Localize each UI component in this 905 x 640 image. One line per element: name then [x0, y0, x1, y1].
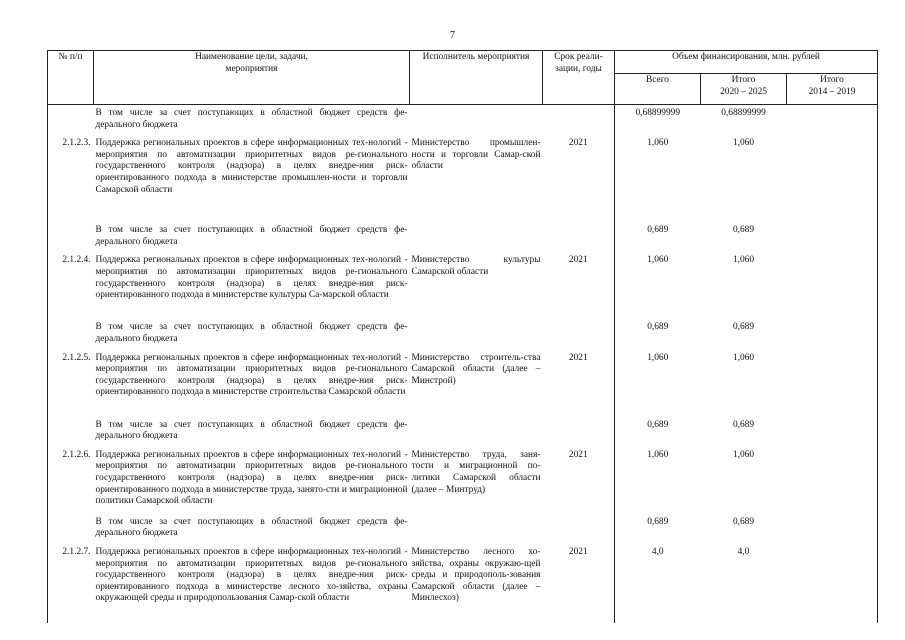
row-total-2020-2025: 0,689: [732, 516, 755, 527]
table-row: [48, 222, 878, 251]
row-executor: [410, 105, 543, 135]
row-executor: [410, 417, 543, 446]
row-total: 0,68899999: [635, 108, 681, 118]
row-total-2020-2025: 1,060: [732, 138, 755, 149]
row-total-2014-2019: [787, 349, 878, 417]
header-total-2014-2019: Итого 2014 – 2019: [787, 74, 878, 105]
row-total-2014-2019: [787, 105, 878, 135]
row-number: [48, 105, 94, 135]
row-total-2020-2025: 1,060: [732, 352, 755, 363]
row-number: 2.1.2.3.: [48, 134, 94, 222]
row-total: 1,060: [647, 255, 669, 266]
row-executor: Министерство лесного хо-зяйства, охраны окружаю-щей среды и природополь-зования Самарской области (далее – Минлесхоз): [411, 546, 541, 604]
row-total: 1,060: [647, 138, 669, 149]
row-number: 2.1.2.7.: [48, 543, 94, 623]
header-num: № п/п: [48, 51, 94, 105]
row-total-2020-2025: 0,689: [732, 322, 755, 333]
header-total-2020-2025: Итого 2020 – 2025: [701, 74, 787, 105]
row-total: 0,689: [647, 322, 669, 333]
row-executor: Министерство строитель-ства Самарской области (далее – Минстрой): [411, 352, 541, 386]
row-number: [48, 319, 94, 348]
header-term: Срок реали- зации, годы: [543, 51, 615, 105]
table-row: [48, 349, 878, 417]
table-row: [48, 319, 878, 348]
row-total-2014-2019: [787, 319, 878, 348]
row-executor: [410, 222, 543, 251]
row-total: 0,689: [647, 516, 669, 527]
row-term: 2021: [543, 251, 615, 319]
row-name: В том числе за счет поступающих в областной бюджет средств фе-дерального бюджета: [95, 108, 408, 130]
row-total-2014-2019: [787, 417, 878, 446]
row-total: 1,060: [647, 449, 669, 460]
row-term: 2021: [543, 446, 615, 514]
row-total-2014-2019: [787, 251, 878, 319]
row-executor: Министерство культуры Самарской области: [411, 255, 541, 277]
row-number: [48, 514, 94, 543]
row-total-2020-2025: 0,689: [732, 419, 755, 430]
table-row: [48, 134, 878, 222]
row-name: Поддержка региональных проектов в сфере информационных тех-нологий - мероприятия по автоматизации приоритетных видов ре-гионального государственного контроля (надзора) в целях внедре-ния риск-ориентированного подхода в министерстве труда, занято-сти и миграционной политики Самарской области: [95, 449, 408, 507]
row-term: [543, 319, 615, 348]
row-total-2020-2025: 1,060: [732, 449, 755, 460]
row-total: 1,060: [647, 352, 669, 363]
row-name: В том числе за счет поступающих в областной бюджет средств фе-дерального бюджета: [95, 322, 408, 344]
row-total-2020-2025: 0,68899999: [721, 108, 766, 118]
table-row: [48, 417, 878, 446]
row-executor: [410, 319, 543, 348]
row-total-2020-2025: 0,689: [732, 225, 755, 236]
header-total: Всего: [615, 74, 701, 105]
row-total: 0,689: [647, 419, 669, 430]
table-row: [48, 543, 878, 623]
table-row: [48, 514, 878, 543]
row-name: Поддержка региональных проектов в сфере информационных тех-нологий - мероприятия по автоматизации приоритетных видов ре-гионального государственного контроля (надзора) в целях внедре-ния риск-ориентированного подхода в министерстве строительства Самарской области: [95, 352, 408, 398]
row-total-2014-2019: [787, 222, 878, 251]
row-name: В том числе за счет поступающих в областной бюджет средств фе-дерального бюджета: [95, 516, 408, 539]
row-term: 2021: [543, 543, 615, 623]
row-total-2014-2019: [787, 446, 878, 514]
header-executor: Исполнитель мероприятия: [410, 51, 543, 105]
row-total: 4,0: [651, 546, 664, 557]
row-term: [543, 222, 615, 251]
row-total: 0,689: [647, 225, 669, 236]
row-name: Поддержка региональных проектов в сфере информационных тех-нологий - мероприятия по автоматизации приоритетных видов ре-гионального государственного контроля (надзора) в целях внедре-ния риск-ориентированного подхода в министерстве культуры Са-марской области: [95, 255, 408, 301]
row-executor: [410, 514, 543, 543]
row-term: 2021: [543, 349, 615, 417]
table-row: [48, 446, 878, 514]
row-number: [48, 222, 94, 251]
row-number: 2.1.2.4.: [48, 251, 94, 319]
row-term: 2021: [543, 134, 615, 222]
financing-table: [47, 50, 878, 623]
row-executor: Министерство промышлен-ности и торговли Самар-ской области: [411, 138, 541, 172]
table-body: [48, 105, 878, 623]
row-term: [543, 105, 615, 135]
row-total-2014-2019: [787, 543, 878, 623]
row-name: Поддержка региональных проектов в сфере информационных тех-нологий - мероприятия по автоматизации приоритетных видов ре-гионального государственного контроля (надзора) в целях внедре-ния риск-ориентированного подхода в министерстве промышлен-ности и торговли Самарской области: [95, 138, 408, 195]
row-total-2020-2025: 4,0: [737, 546, 750, 557]
row-number: [48, 417, 94, 446]
row-name: В том числе за счет поступающих в областной бюджет средств фе-дерального бюджета: [95, 225, 408, 247]
financing-table-sheet: [47, 50, 877, 623]
row-total-2014-2019: [787, 514, 878, 543]
row-executor: Министерство труда, заня-тости и миграционной по-литики Самарской области (далее – Минтруд): [411, 449, 541, 495]
table-row: [48, 105, 878, 135]
row-name: Поддержка региональных проектов в сфере информационных тех-нологий - мероприятия по автоматизации приоритетных видов ре-гионального государственного контроля (надзора) в целях внедре-ния риск-ориентированного подхода в министерстве лесного хо-зяйства, охраны окружающей среды и природопользования Самар-ской области: [95, 546, 408, 604]
header-name: Наименование цели, задачи, мероприятия: [94, 51, 410, 105]
row-term: [543, 514, 615, 543]
row-name: В том числе за счет поступающих в областной бюджет средств фе-дерального бюджета: [95, 419, 408, 442]
table-row: [48, 251, 878, 319]
header-financing: Объем финансирования, млн. рублей: [615, 51, 878, 74]
page-number: 7: [450, 30, 455, 41]
row-total-2020-2025: 1,060: [732, 255, 755, 266]
row-total-2014-2019: [787, 134, 878, 222]
row-term: [543, 417, 615, 446]
row-number: 2.1.2.5.: [48, 349, 94, 417]
row-number: 2.1.2.6.: [48, 446, 94, 514]
